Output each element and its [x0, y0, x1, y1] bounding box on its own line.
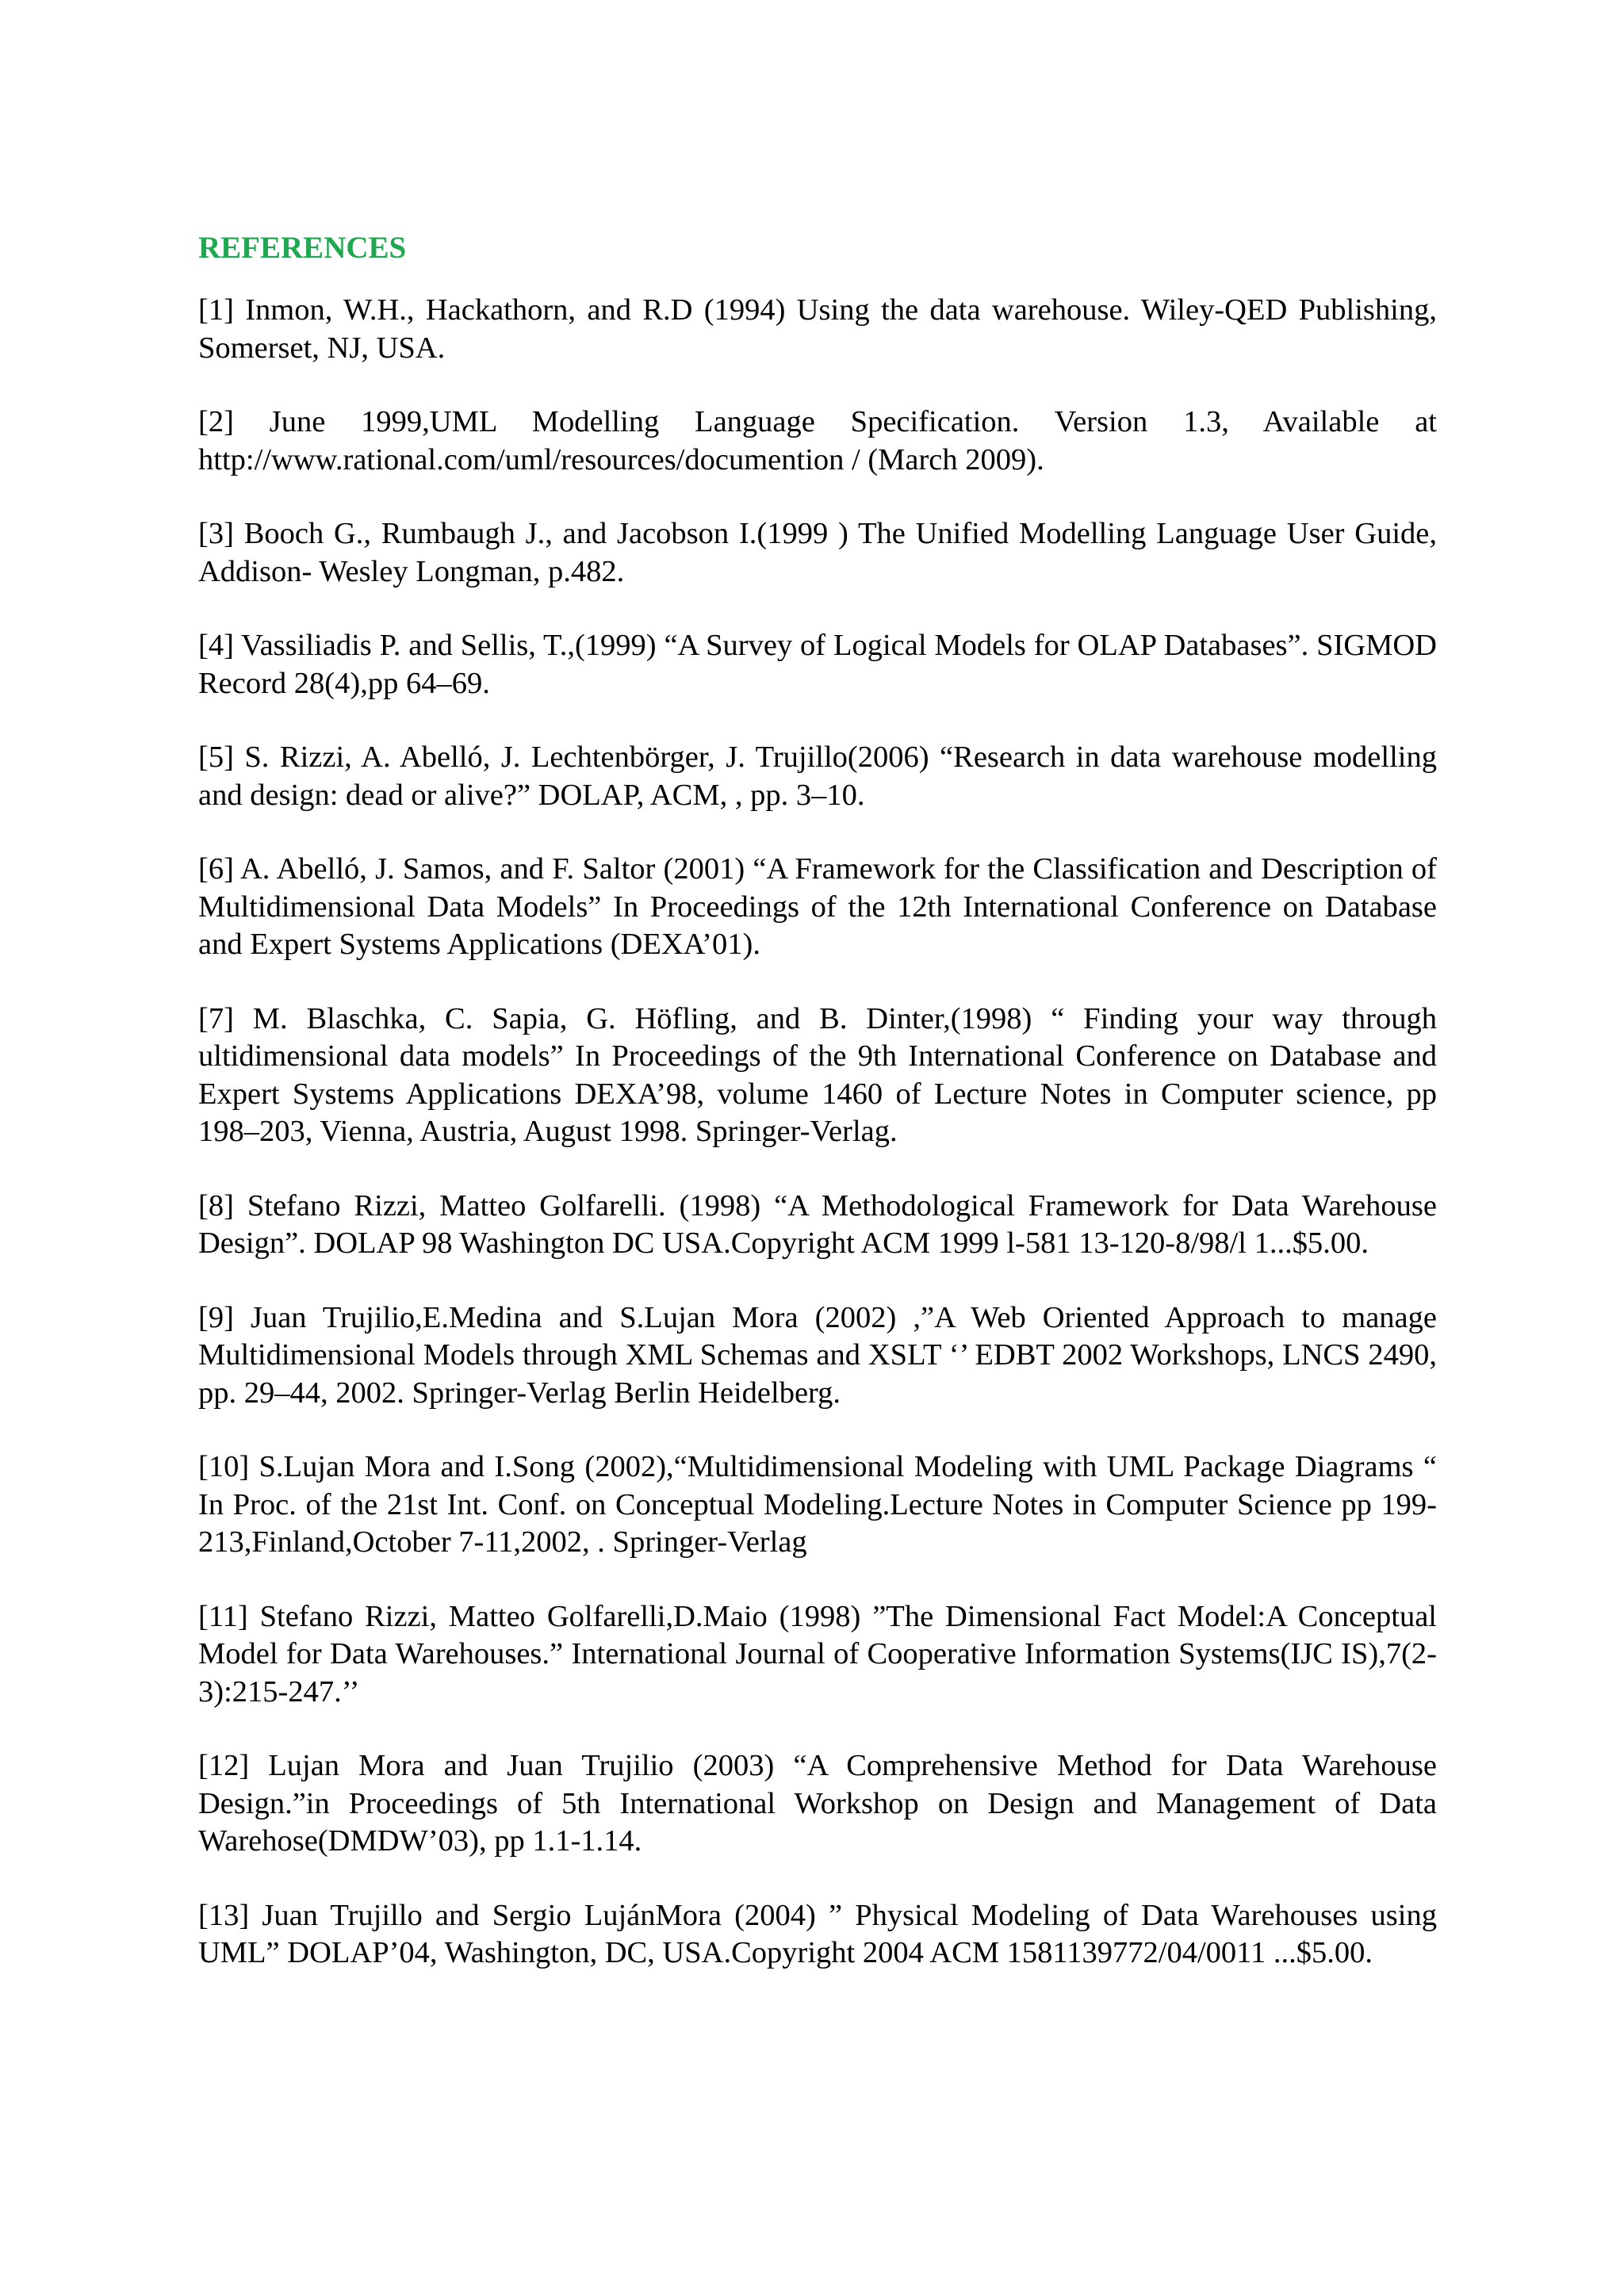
- reference-item: [12] Lujan Mora and Juan Trujilio (2003) “A Comprehensive Method for Data Warehouse Design.”in Proceedings of 5th International Workshop on Design and Management of Data Warehose(DMDW’03), pp 1.1-1.14.: [198, 1749, 1437, 1858]
- reference-item: [8] Stefano Rizzi, Matteo Golfarelli. (1998) “A Methodological Framework for Data Warehouse Design”. DOLAP 98 Washington DC USA.Copyright ACM 1999 l-581 13-120-8/98/l 1...$5.00.: [198, 1188, 1437, 1260]
- reference-item: [3] Booch G., Rumbaugh J., and Jacobson I.(1999 ) The Unified Modelling Language User Guide, Addison- Wesley Longman, p.482.: [198, 517, 1437, 588]
- reference-item: [9] Juan Trujilio,E.Medina and S.Lujan Mora (2002) ,”A Web Oriented Approach to manage Multidimensional Models through XML Schemas and XSLT ‘’ EDBT 2002 Workshops, LNCS 2490, pp. 29–44, 2002. Springer-Verlag Berlin Heidelberg.: [198, 1300, 1437, 1410]
- reference-item: [10] S.Lujan Mora and I.Song (2002),“Multidimensional Modeling with UML Package Diagrams “ In Proc. of the 21st Int. Conf. on Conceptual Modeling.Lecture Notes in Computer Science pp 199- 213,Finland,October 7-11,2002, . Springer-Verlag: [198, 1450, 1437, 1559]
- reference-item: [2] June 1999,UML Modelling Language Specification. Version 1.3, Available at http://www.rational.com/uml/resources/documention / (March 2009).: [198, 405, 1437, 476]
- references-section: [198, 230, 1437, 2009]
- reference-item: [11] Stefano Rizzi, Matteo Golfarelli,D.Maio (1998) ”The Dimensional Fact Model:A Conceptual Model for Data Warehouses.” International Journal of Cooperative Information Systems(IJC IS),7(2- 3):215-247.’’: [198, 1599, 1437, 1709]
- reference-item: [5] S. Rizzi, A. Abelló, J. Lechtenbörger, J. Trujillo(2006) “Research in data warehouse modelling and design: dead or alive?” DOLAP, ACM, , pp. 3–10.: [198, 740, 1437, 812]
- reference-item: [7] M. Blaschka, C. Sapia, G. Höfling, and B. Dinter,(1998) “ Finding your way through ultidimensional data models” In Proceedings of the 9th International Conference on Database and Expert Systems Applications DEXA’98, volume 1460 of Lecture Notes in Computer science, pp 198–203, Vienna, Austria, August 1998. Springer-Verlag.: [198, 1001, 1437, 1148]
- section-heading: REFERENCES: [198, 231, 407, 265]
- reference-item: [4] Vassiliadis P. and Sellis, T.,(1999) “A Survey of Logical Models for OLAP Databases”. SIGMOD Record 28(4),pp 64–69.: [198, 629, 1437, 700]
- reference-item: [1] Inmon, W.H., Hackathorn, and R.D (1994) Using the data warehouse. Wiley-QED Publishing, Somerset, NJ, USA.: [198, 293, 1437, 365]
- reference-item: [6] A. Abelló, J. Samos, and F. Saltor (2001) “A Framework for the Classification and Description of Multidimensional Data Models” In Proceedings of the 12th International Conference on Database and Expert Systems Applications (DEXA’01).: [198, 852, 1437, 961]
- reference-item: [13] Juan Trujillo and Sergio LujánMora (2004) ” Physical Modeling of Data Warehouses using UML” DOLAP’04, Washington, DC, USA.Copyright 2004 ACM 1581139772/04/0011 ...$5.00.: [198, 1898, 1437, 1969]
